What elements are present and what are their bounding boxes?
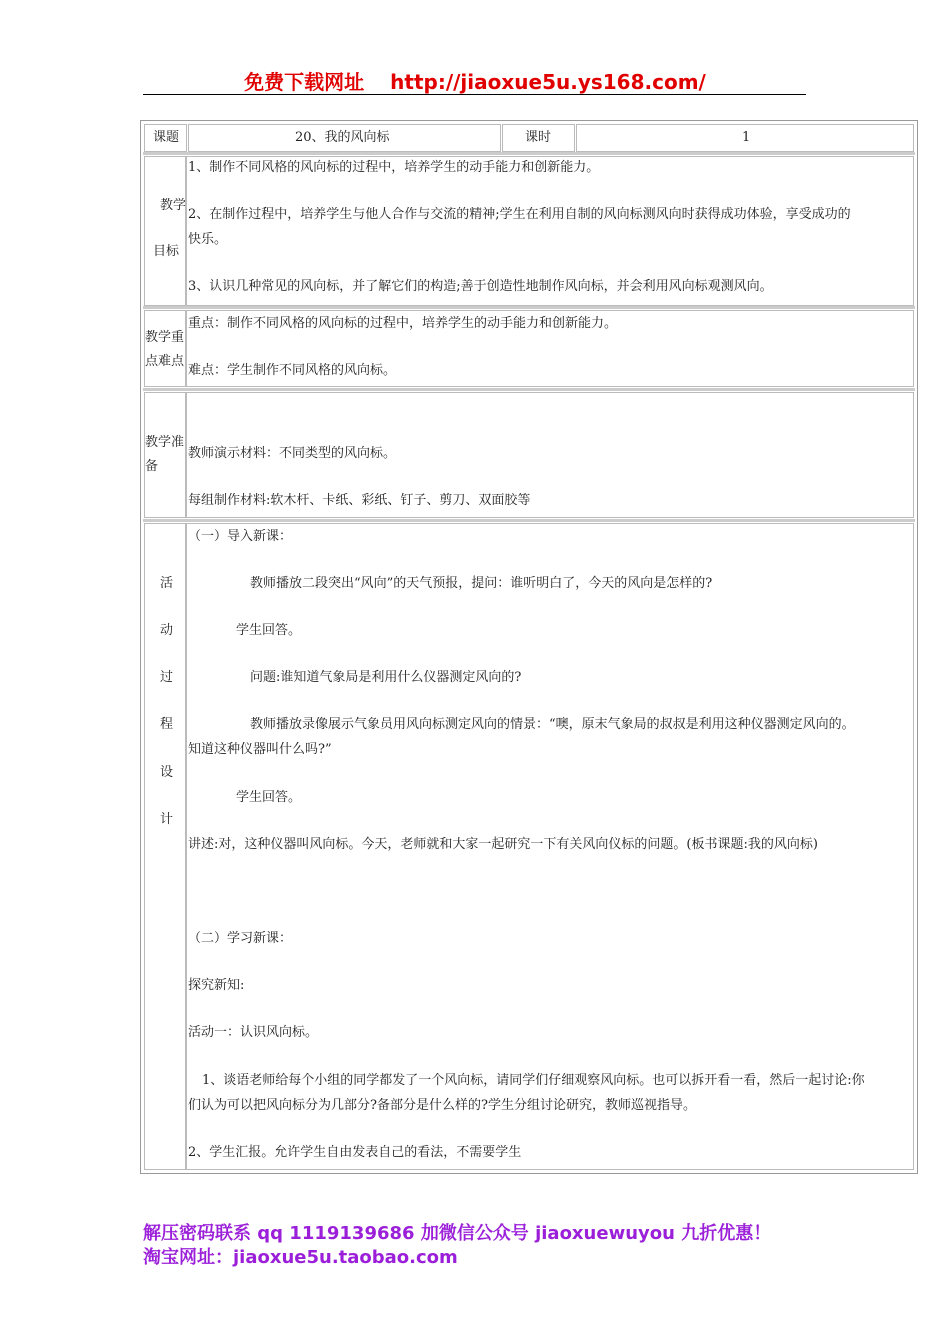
row-separator <box>143 388 915 391</box>
teacher-materials: 教师演示材料：不同类型的风向标。 <box>188 446 397 461</box>
process-line: （一）导入新课： <box>188 529 293 544</box>
process-line: （二）学习新课： <box>188 931 293 946</box>
prep-content-cell <box>185 392 914 518</box>
topic-value: 20、我的风向标 <box>295 130 390 145</box>
row-separator <box>143 152 915 155</box>
process-line: 活动一：认识风向标。 <box>188 1025 319 1040</box>
process-line: 讲述:对，这种仪器叫风向标。今天，老师就和大家一起研究一下有关风向仪标的问题。(板书课题:我的风向标) <box>188 837 818 852</box>
key-point: 重点：制作不同风格的风向标的过程中，培养学生的动手能力和创新能力。 <box>188 316 618 331</box>
goals-label-1: 教学 <box>160 198 187 213</box>
goal-item: 3、认识几种常见的风向标，并了解它们的构造;善于创造性地制作风向标，并会利用风向标观测风向。 <box>188 279 773 294</box>
process-label-char: 设 <box>160 765 174 780</box>
process-label-char: 动 <box>160 623 174 638</box>
process-line: 知道这种仪器叫什么吗?” <box>188 742 332 757</box>
topic-value-cell <box>188 124 501 152</box>
lesson-plan-table <box>140 120 918 1174</box>
download-header <box>0 66 950 95</box>
header-rule <box>143 94 806 95</box>
process-label-char: 过 <box>160 670 174 685</box>
row-separator <box>143 306 915 309</box>
goals-label-2: 目标 <box>153 244 180 259</box>
row-separator <box>143 519 915 522</box>
topic-label-cell <box>144 124 187 152</box>
hours-value: 1 <box>742 130 751 145</box>
process-line: 学生回答。 <box>236 790 302 805</box>
goal-item: 2、在制作过程中，培养学生与他人合作与交流的精神;学生在利用自制的风向标测风向时获得成功体验，享受成功的 <box>188 207 851 222</box>
process-line: 问题:谁知道气象局是利用什么仪器测定风向的? <box>250 670 522 685</box>
process-line: 1、谈语老师给每个小组的同学都发了一个风向标，请同学们仔细观察风向标。也可以拆开看一看，然后一起讨论:你 <box>202 1073 865 1088</box>
keypoints-label-cell <box>144 310 187 387</box>
keypoints-label-1: 教学重 <box>145 330 185 345</box>
prep-label-2: 备 <box>145 459 159 474</box>
process-line: 教师播放录像展示气象员用风向标测定风向的情景：“噢，原末气象局的叔叔是利用这种仪器测定风向的。 <box>250 717 855 732</box>
process-label-char: 计 <box>160 812 174 827</box>
hours-label-cell <box>502 124 575 152</box>
goals-label-cell <box>144 156 187 306</box>
process-line: 学生回答。 <box>236 623 302 638</box>
process-label-cell <box>144 523 187 1170</box>
goal-item: 快乐。 <box>188 232 228 247</box>
group-materials: 每组制作材料:软木杆、卡纸、彩纸、钉子、剪刀、双面胶等 <box>188 493 531 508</box>
footer-contact-line: 解压密码联系 qq 1119139686 加微信公众号 jiaoxuewuyou 九折优惠！ <box>143 1223 772 1244</box>
process-line: 教师播放二段突出“风向”的天气预报，提问：谁听明白了，今天的风向是怎样的? <box>250 576 713 591</box>
process-label-char: 程 <box>160 717 174 732</box>
hours-label: 课时 <box>525 130 552 145</box>
process-line: 探究新知: <box>188 978 245 993</box>
footer-shop-link[interactable]: 淘宝网址：jiaoxue5u.taobao.com <box>143 1247 458 1268</box>
goals-content-cell <box>185 156 914 306</box>
process-line: 2、学生汇报。允许学生自由发表自己的看法，不需要学生 <box>188 1145 522 1160</box>
header-url-link[interactable]: http://jiaoxue5u.ys168.com/ <box>390 70 706 94</box>
topic-label: 课题 <box>153 130 180 145</box>
prep-label-cell <box>144 392 187 518</box>
process-line: 们认为可以把风向标分为几部分?备部分是什么样的?学生分组讨论研究，教师巡视指导。 <box>188 1098 696 1113</box>
process-label-char: 活 <box>160 576 174 591</box>
difficulty-point: 难点：学生制作不同风格的风向标。 <box>188 363 397 378</box>
process-content-cell <box>185 523 914 1170</box>
keypoints-label-2: 点难点 <box>145 354 185 369</box>
goal-item: 1、制作不同风格的风向标的过程中，培养学生的动手能力和创新能力。 <box>188 160 600 175</box>
header-label: 免费下载网址 <box>244 70 365 94</box>
prep-label-1: 教学准 <box>145 435 185 450</box>
keypoints-content-cell <box>185 310 914 387</box>
hours-value-cell <box>576 124 914 152</box>
